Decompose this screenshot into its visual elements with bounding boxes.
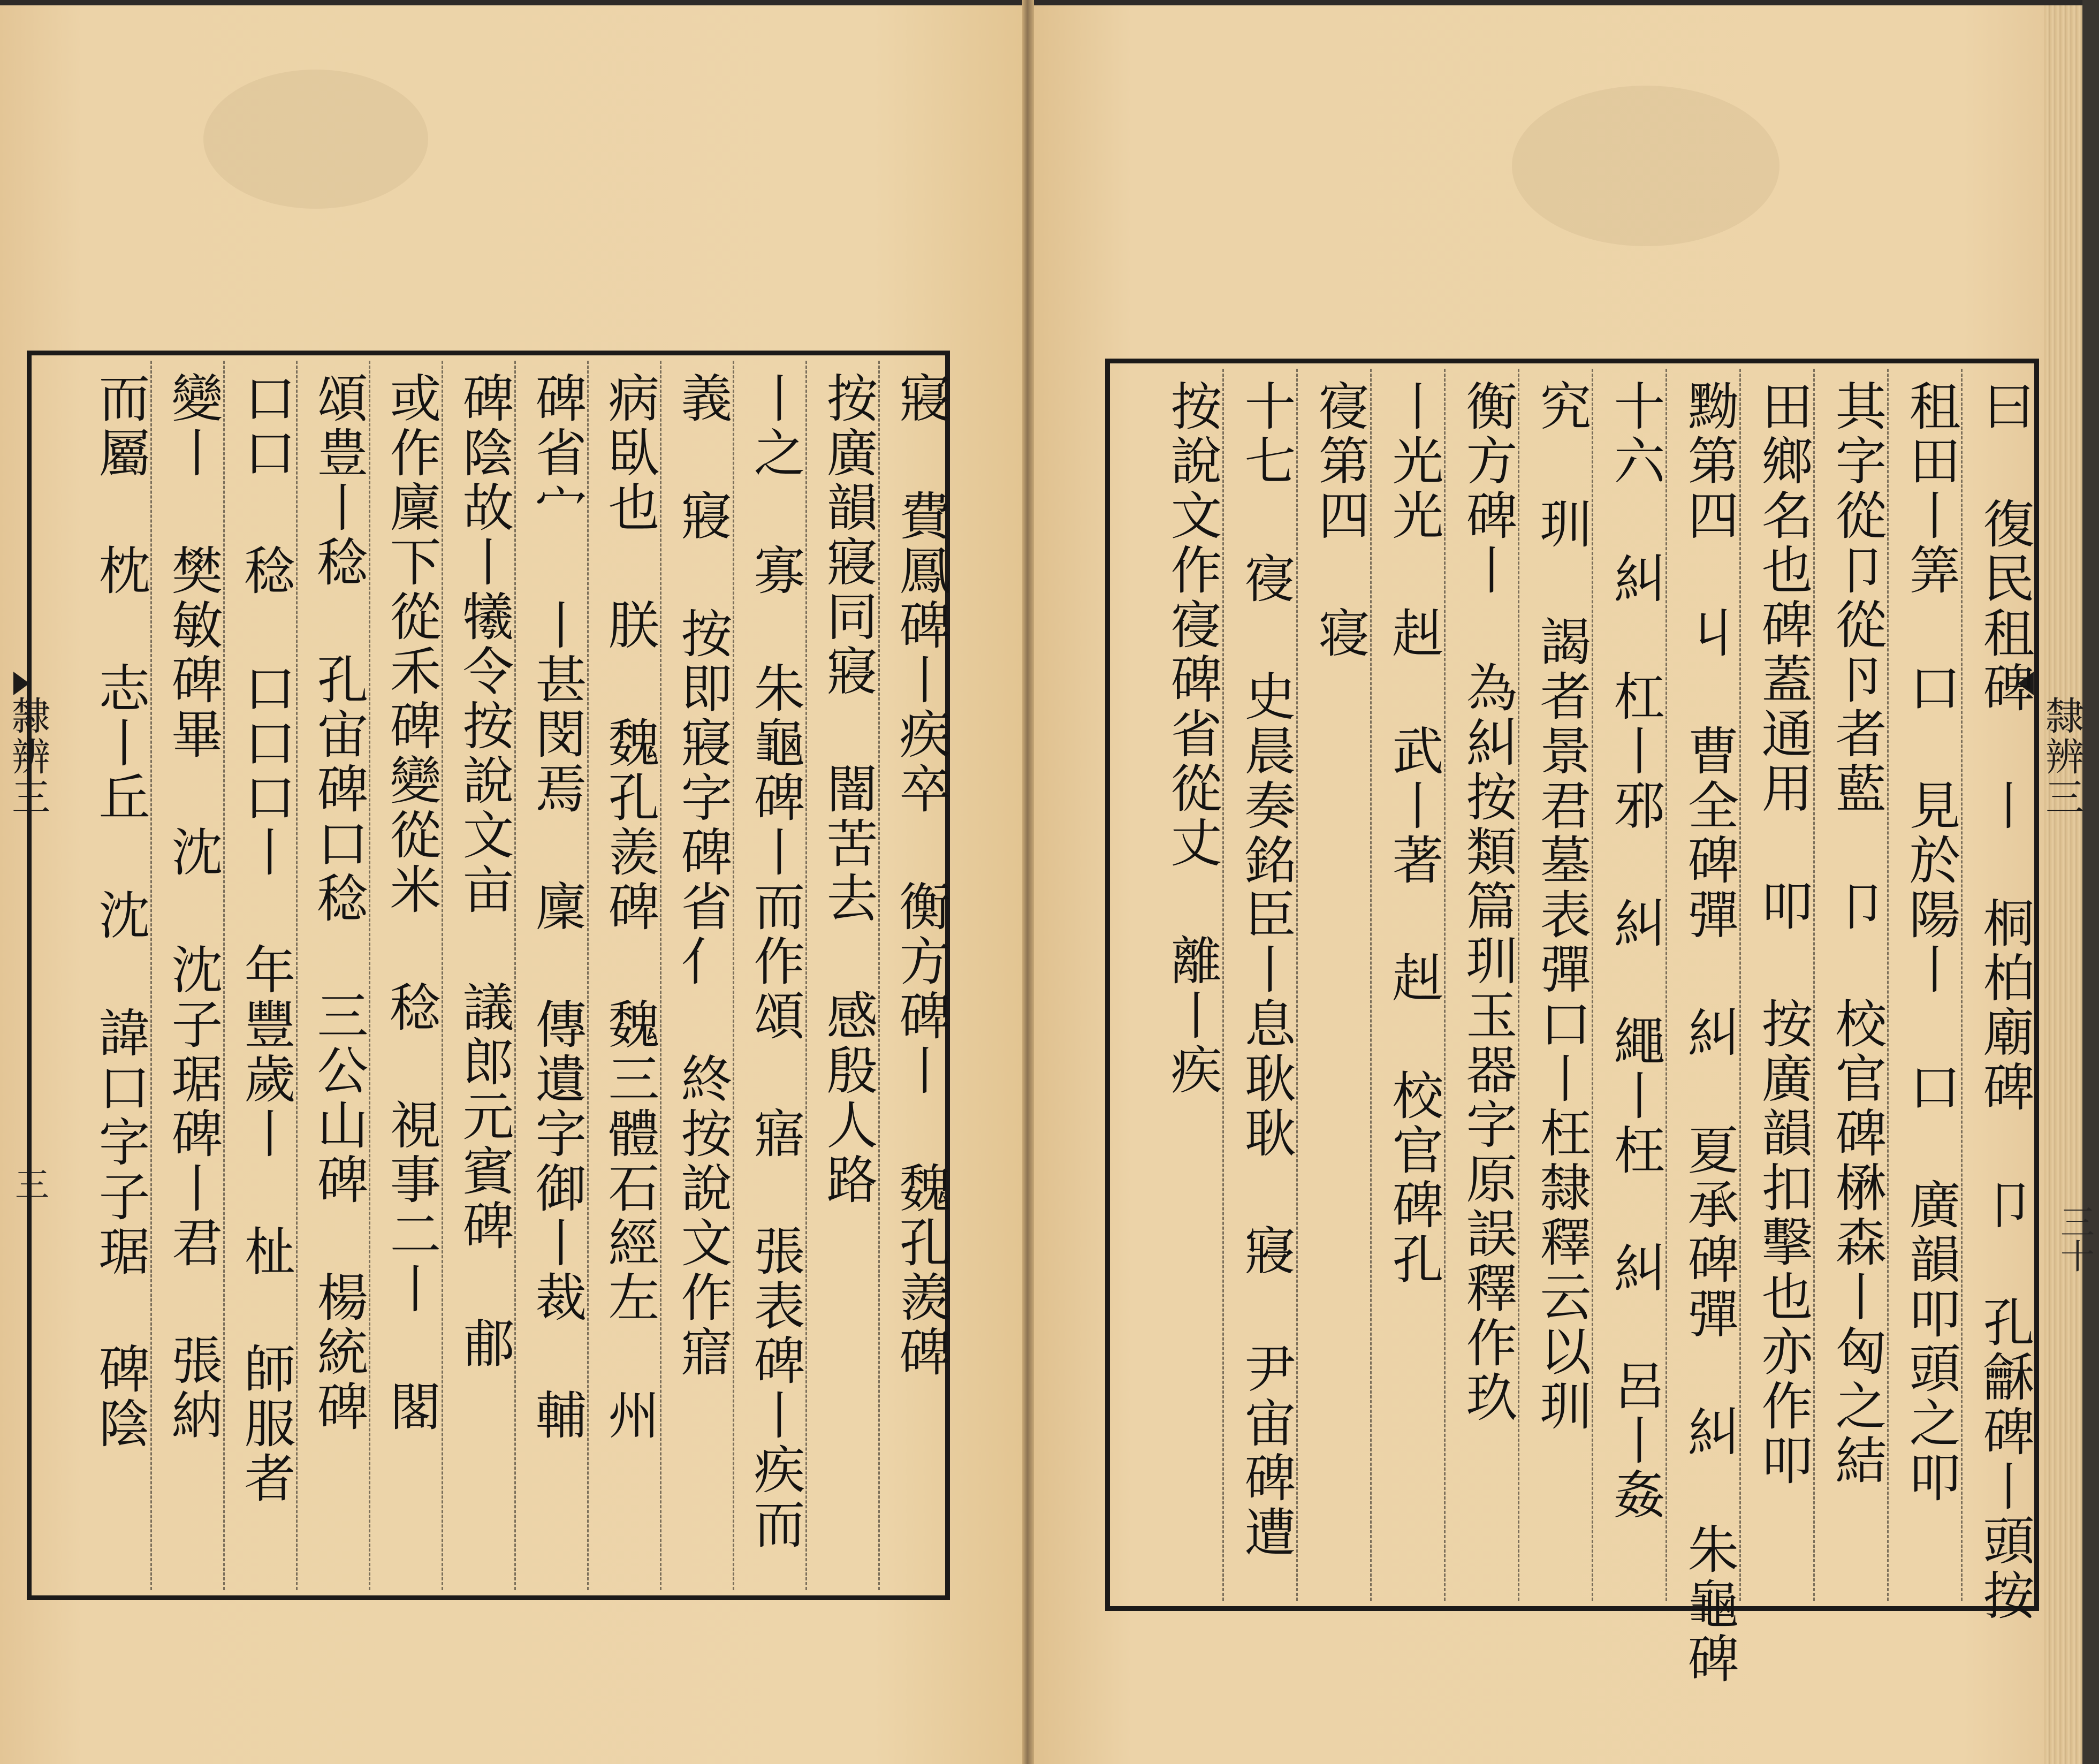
text-column: 義 寢 按即寢字碑省亻 終按說文作寣 bbox=[673, 371, 733, 1380]
column-rule bbox=[442, 361, 443, 1590]
banxin-title-right: 隸辨三 bbox=[2039, 696, 2084, 818]
column-rule bbox=[1887, 369, 1889, 1601]
text-column: 寑第四 寝 bbox=[1310, 379, 1370, 661]
column-rule bbox=[1961, 369, 1963, 1601]
left-text-frame bbox=[27, 351, 950, 1600]
page-number-left: 三 bbox=[9, 1167, 49, 1201]
text-column: 口口 稔 口口口丨 年豐歲丨 杫 師服者 bbox=[236, 371, 296, 1506]
right-text-frame bbox=[1105, 359, 2039, 1686]
text-column: 按廣韻寢同寢 闇苦去 感殷人路 bbox=[818, 371, 878, 1207]
text-column: 寢 費鳳碑丨疾卒 衡方碑丨 魏孔羨碑 bbox=[891, 371, 951, 1380]
text-column: 田鄉名也碑蓋通用 叩 按廣韻扣擊也亦作叩 bbox=[1753, 379, 1813, 1488]
column-rule bbox=[1296, 369, 1298, 1601]
text-column: 十六 糾 杠丨邪 糾 繩丨枉 糾 呂丨姦 bbox=[1606, 379, 1665, 1523]
column-rule bbox=[733, 361, 734, 1590]
page-edges bbox=[2044, 5, 2082, 1764]
text-column: 其字從卩從卪者藍 卩 校官碑楙森丨匈之結 bbox=[1827, 379, 1887, 1488]
text-column: 按說文作寑碑省從丈 離丨疾 bbox=[1162, 379, 1222, 1098]
text-column: 究 玔 謁者景君墓表彈口丨枉隸釋云以玔 bbox=[1532, 379, 1592, 1434]
text-column: 病臥也 朕 魏孔羨碑 魏三體石經左 州 bbox=[600, 371, 660, 1443]
banxin-title-left: 隸辨三 bbox=[5, 696, 50, 818]
column-rule bbox=[1739, 369, 1741, 1601]
column-rule bbox=[296, 361, 298, 1590]
book-spine bbox=[1022, 0, 1034, 1764]
text-column: 十七 寑 史晨奏銘臣丨息耿耿 寢 尹宙碑遭 bbox=[1236, 379, 1296, 1560]
column-rule bbox=[1592, 369, 1593, 1601]
column-rule bbox=[660, 361, 661, 1590]
text-column: 或作廩下從禾碑變從米 稔 視事二丨 閣 bbox=[382, 371, 442, 1434]
column-rule bbox=[150, 361, 152, 1590]
text-column: 變丨 樊敏碑畢 沈 沈子琚碑丨君 張納 bbox=[163, 371, 223, 1443]
text-column: 碑陰故丨犧令按說文亩 議郎元賓碑 郙 bbox=[454, 371, 514, 1371]
column-rule bbox=[514, 361, 516, 1590]
column-rule bbox=[369, 361, 370, 1590]
column-rule bbox=[878, 361, 880, 1590]
column-rule bbox=[223, 361, 225, 1590]
text-column: 曰 復民租碑 丨 桐柏廟碑 卩 孔龢碑丨頭按 bbox=[1975, 379, 2035, 1623]
column-rule bbox=[1813, 369, 1815, 1601]
column-rule bbox=[1370, 369, 1372, 1601]
text-column: 租田丨筭 口 見於陽丨 口 廣韻叩頭之叩 bbox=[1901, 379, 1961, 1506]
text-column: 丨光光 赳 武丨著 赳 校官碑孔 bbox=[1384, 379, 1444, 1287]
column-rule bbox=[1444, 369, 1446, 1601]
column-rule bbox=[1222, 369, 1224, 1601]
text-column: 衡方碑丨 為糾按類篇玔玉器字原誤釋作玖 bbox=[1458, 379, 1518, 1425]
page-number-right: 三十 bbox=[2055, 1204, 2094, 1273]
column-rule bbox=[587, 361, 589, 1590]
text-column: 丨之 寡 朱龜碑丨而作頌 寤 張表碑丨疾而 bbox=[746, 371, 805, 1552]
text-column: 而屬 枕 志丨丘 沈 諱口字子琚 碑陰 bbox=[90, 371, 150, 1451]
column-rule bbox=[1665, 369, 1667, 1601]
text-column: 碑省宀 丨甚閔焉 廩 傳遺字御丨裁 輔 bbox=[527, 371, 587, 1443]
column-rule bbox=[805, 361, 807, 1590]
paper-stain bbox=[203, 70, 428, 209]
column-rule bbox=[1518, 369, 1519, 1601]
paper-stain bbox=[1512, 86, 1779, 246]
text-column: 黝第四 丩 曹全碑彈 糾 夏承碑彈 糾 朱龜碑 bbox=[1679, 379, 1739, 1686]
text-column: 頌豊丨稔 孔宙碑口稔 三公山碑 楊統碑 bbox=[309, 371, 369, 1434]
